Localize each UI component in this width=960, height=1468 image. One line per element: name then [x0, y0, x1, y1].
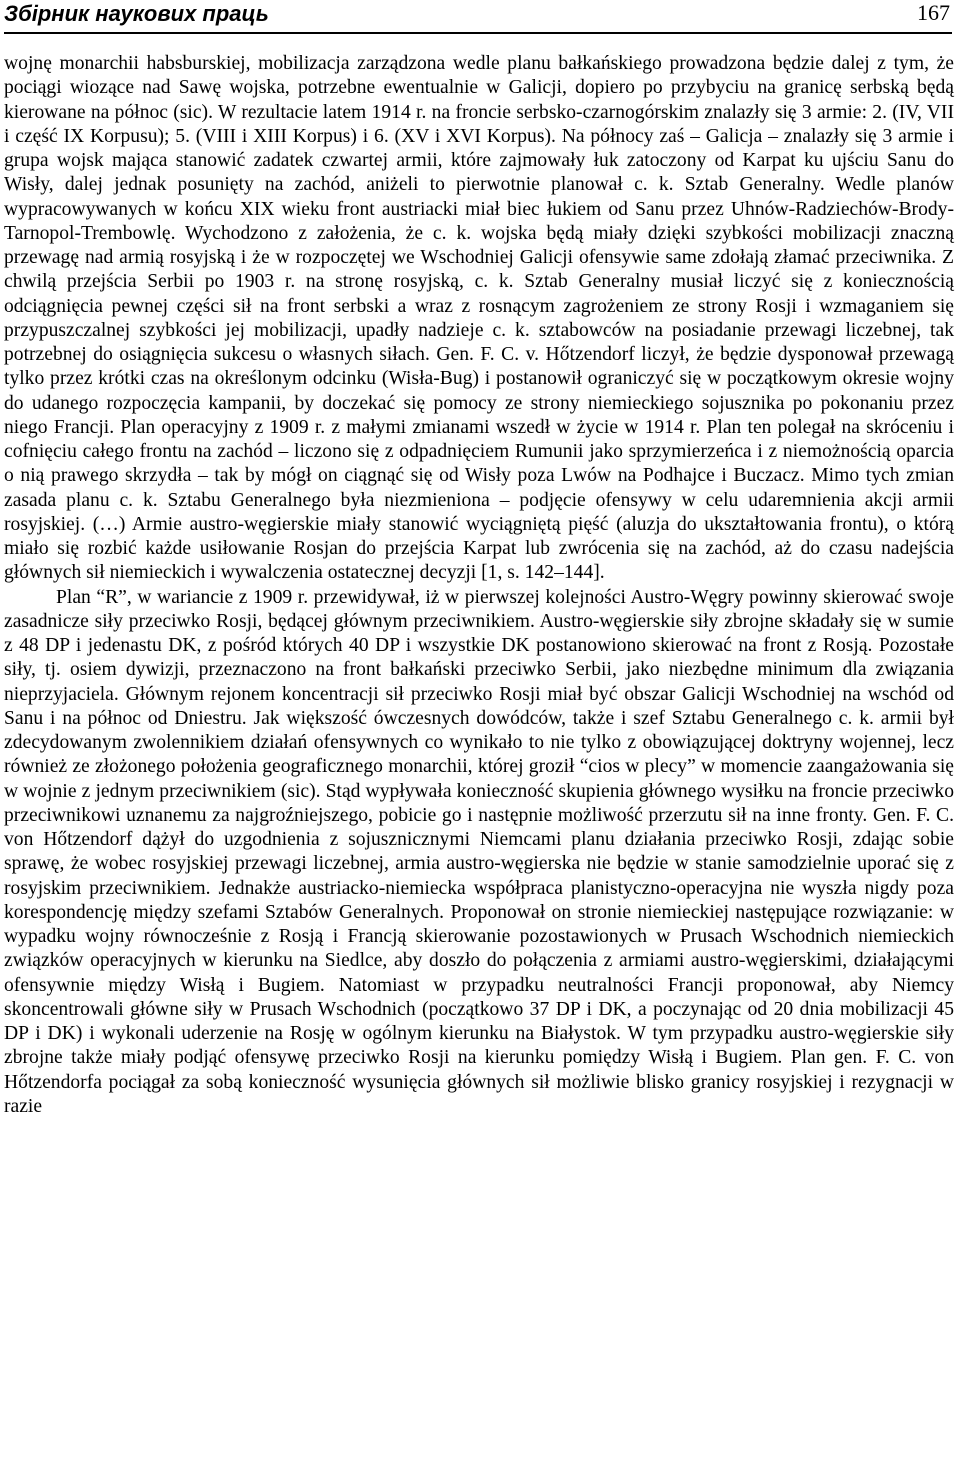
article-body [4, 52, 954, 1119]
page-number: 167 [917, 0, 950, 25]
journal-title: Збірник наукових праць [4, 1, 269, 26]
paragraph: wojnę monarchii habsburskiej, mobilizacja zarządzona wedle planu bałkańskiego prowadzona będzie dalej z tym, że pociągi wiozące nad Sawę wojska, potrzebne ewentualnie w Galicji, dopiero po przybyciu na granicę serbską będą kierowane na północ (sic). W rezultacie latem 1914 r. na froncie serbsko-czarnogórskim znalazły się 3 armie: 2. (IV, VII i część IX Korpusu); 5. (VIII i XIII Korpus) i 6. (XV i XVI Korpus). Na północy zaś – Galicja – znalazły się 3 armie i grupa wojsk mająca stanowić zadatek czwartej armii, które zajmowały łuk zatoczony od Karpat ku ujściu Sanu do Wisły, dalej jednak posunięty na zachód, aniżeli to pierwotnie planował c. k. Sztab Generalny. Wedle planów wypracowywanych w końcu XIX wieku front austriacki miał biec łukiem od Sanu przez Uhnów-Radziechów-Brody-Tarnopol-Trembowlę. Wychodzono z założenia, że c. k. wojska będą miały dzięki szybkości mobilizacji znaczną przewagę nad armią rosyjską i że w rozpoczętej we Wschodniej Galicji ofensywie same zdołają złamać przeciwnika. Z chwilą przejścia Serbii po 1903 r. na stronę rosyjską, c. k. Sztab Generalny musiał liczyć się z koniecznością odciągnięcia pewnej części sił na front serbski a wraz z rosnącym zagrożeniem ze strony Rosji i wzmaganiem się przypuszczalnej szybkości jej mobilizacji, upadły nadzieje c. k. sztabowców na posiadanie przewagi liczebnej, tak potrzebnej do osiągnięcia sukcesu o własnych siłach. Gen. F. C. v. Hőtzendorf liczył, że będzie dysponował przewagą tylko przez krótki czas na określonym odcinku (Wisła-Bug) i postanowił ograniczyć się w początkowym okresie wojny do udanego rozpoczęcia kampanii, by doczekać się pomocy ze strony niemieckiego sojusznika po pokonaniu przez niego Francji. Plan operacyjny z 1909 r. z małymi zmianami wszedł w życie w 1914 r. Plan ten polegał na skróceniu i cofnięciu całego frontu na zachód – liczono się z odpadnięciem Rumunii jako sprzymierzeńca i z niemożnością oparcia o nią prawego skrzydła – tak by mógł on ciągnąć się od Wisły poza Lwów na Podhajce i Buczacz. Mimo tych zmian zasada planu c. k. Sztabu Generalnego była niezmieniona – podjęcie ofensywy w celu udaremnienia akcji armii rosyjskiej. (…) Armie austro-węgierskie miały stanowić wyciągniętą pięść (aluzja do ukształtowania frontu), o którą miało się rozbić każde usiłowanie Rosjan do przejścia Karpat lub zwrócenia się na zachód, aż do czasu nadejścia głównych sił niemieckich i wywalczenia ostatecznej decyzji [1, s. 142–144]. [4, 53, 954, 584]
running-header [4, 0, 952, 34]
paragraph: Plan “R”, w wariancie z 1909 r. przewidywał, iż w pierwszej kolejności Austro-Węgry powinny skierować swoje zasadnicze siły przeciwko Rosji, będącej głównym przeciwnikiem. Austro-węgierskie siły zbrojne składały się w sumie z 48 DP i jedenastu DK, z pośród których 40 DP i wszystkie DK postanowiono skierować na front z Rosją. Pozostałe siły, tj. osiem dywizji, przeznaczono na front bałkański przeciwko Serbii, jako niezbędne minimum dla związania nieprzyjaciela. Głównym rejonem koncentracji sił przeciwko Rosji miał być obszar Galicji Wschodniej na wschód od Sanu i na północ od Dniestru. Jak większość ówczesnych dowódców, także i szef Sztabu Generalnego c. k. armii był zdecydowanym zwolennikiem działań ofensywnych co wynikało to nie tylko z obowiązującej doktryny wojennej, lecz również ze złożonego położenia geograficznego monarchii, której groził “cios w plecy” w momencie zaangażowania się w wojnie z jednym przeciwnikiem (sic). Stąd wypływała konieczność skupienia głównego wysiłku na froncie przeciwko przeciwnikowi uznanemu za najgroźniejszego, pobicie go i następnie możliwość przerzutu sił na inne fronty. Gen. F. C. von Hőtzendorf dążył do uzgodnienia z sojusznicznymi Niemcami planu działania przeciwko Rosji, zdając sobie sprawę, że wobec rosyjskiej przewagi liczebnej, armia austro-węgierska nie będzie w stanie samodzielnie uporać się z rosyjskim przeciwnikiem. Jednakże austriacko-niemiecka współpraca planistyczno-operacyjna nie wyszła nigdy poza korespondencję między szefami Sztabów Generalnych. Proponował on stronie niemieckiej następujące rozwiązanie: w wypadku wojny równocześnie z Rosją i Francją skierowanie pozostawionych w Prusach Wschodnich niemieckich związków operacyjnych w kierunku na Siedlce, aby doszło do połączenia z armiami austro-węgierskimi, działającymi ofensywnie między Wisłą i Bugiem. Natomiast w przypadku neutralności Francji proponował, aby Niemcy skoncentrowali główne siły w Prusach Wschodnich (początkowo 37 DP i DK, a poczynając od 20 dnia mobilizacji 45 DP i DK) i wykonali uderzenie na Rosję w ogólnym kierunku na Białystok. W tym przypadku austro-węgierskie siły zbrojne także miały podjąć ofensywę przeciwko Rosji na kierunku pomiędzy Wisłą i Bugiem. Plan gen. F. C. von Hőtzendorfa pociągał za sobą konieczność wysunięcia głównych sił możliwie blisko granicy rosyjskiej i rezygnacji w razie [4, 586, 954, 1117]
